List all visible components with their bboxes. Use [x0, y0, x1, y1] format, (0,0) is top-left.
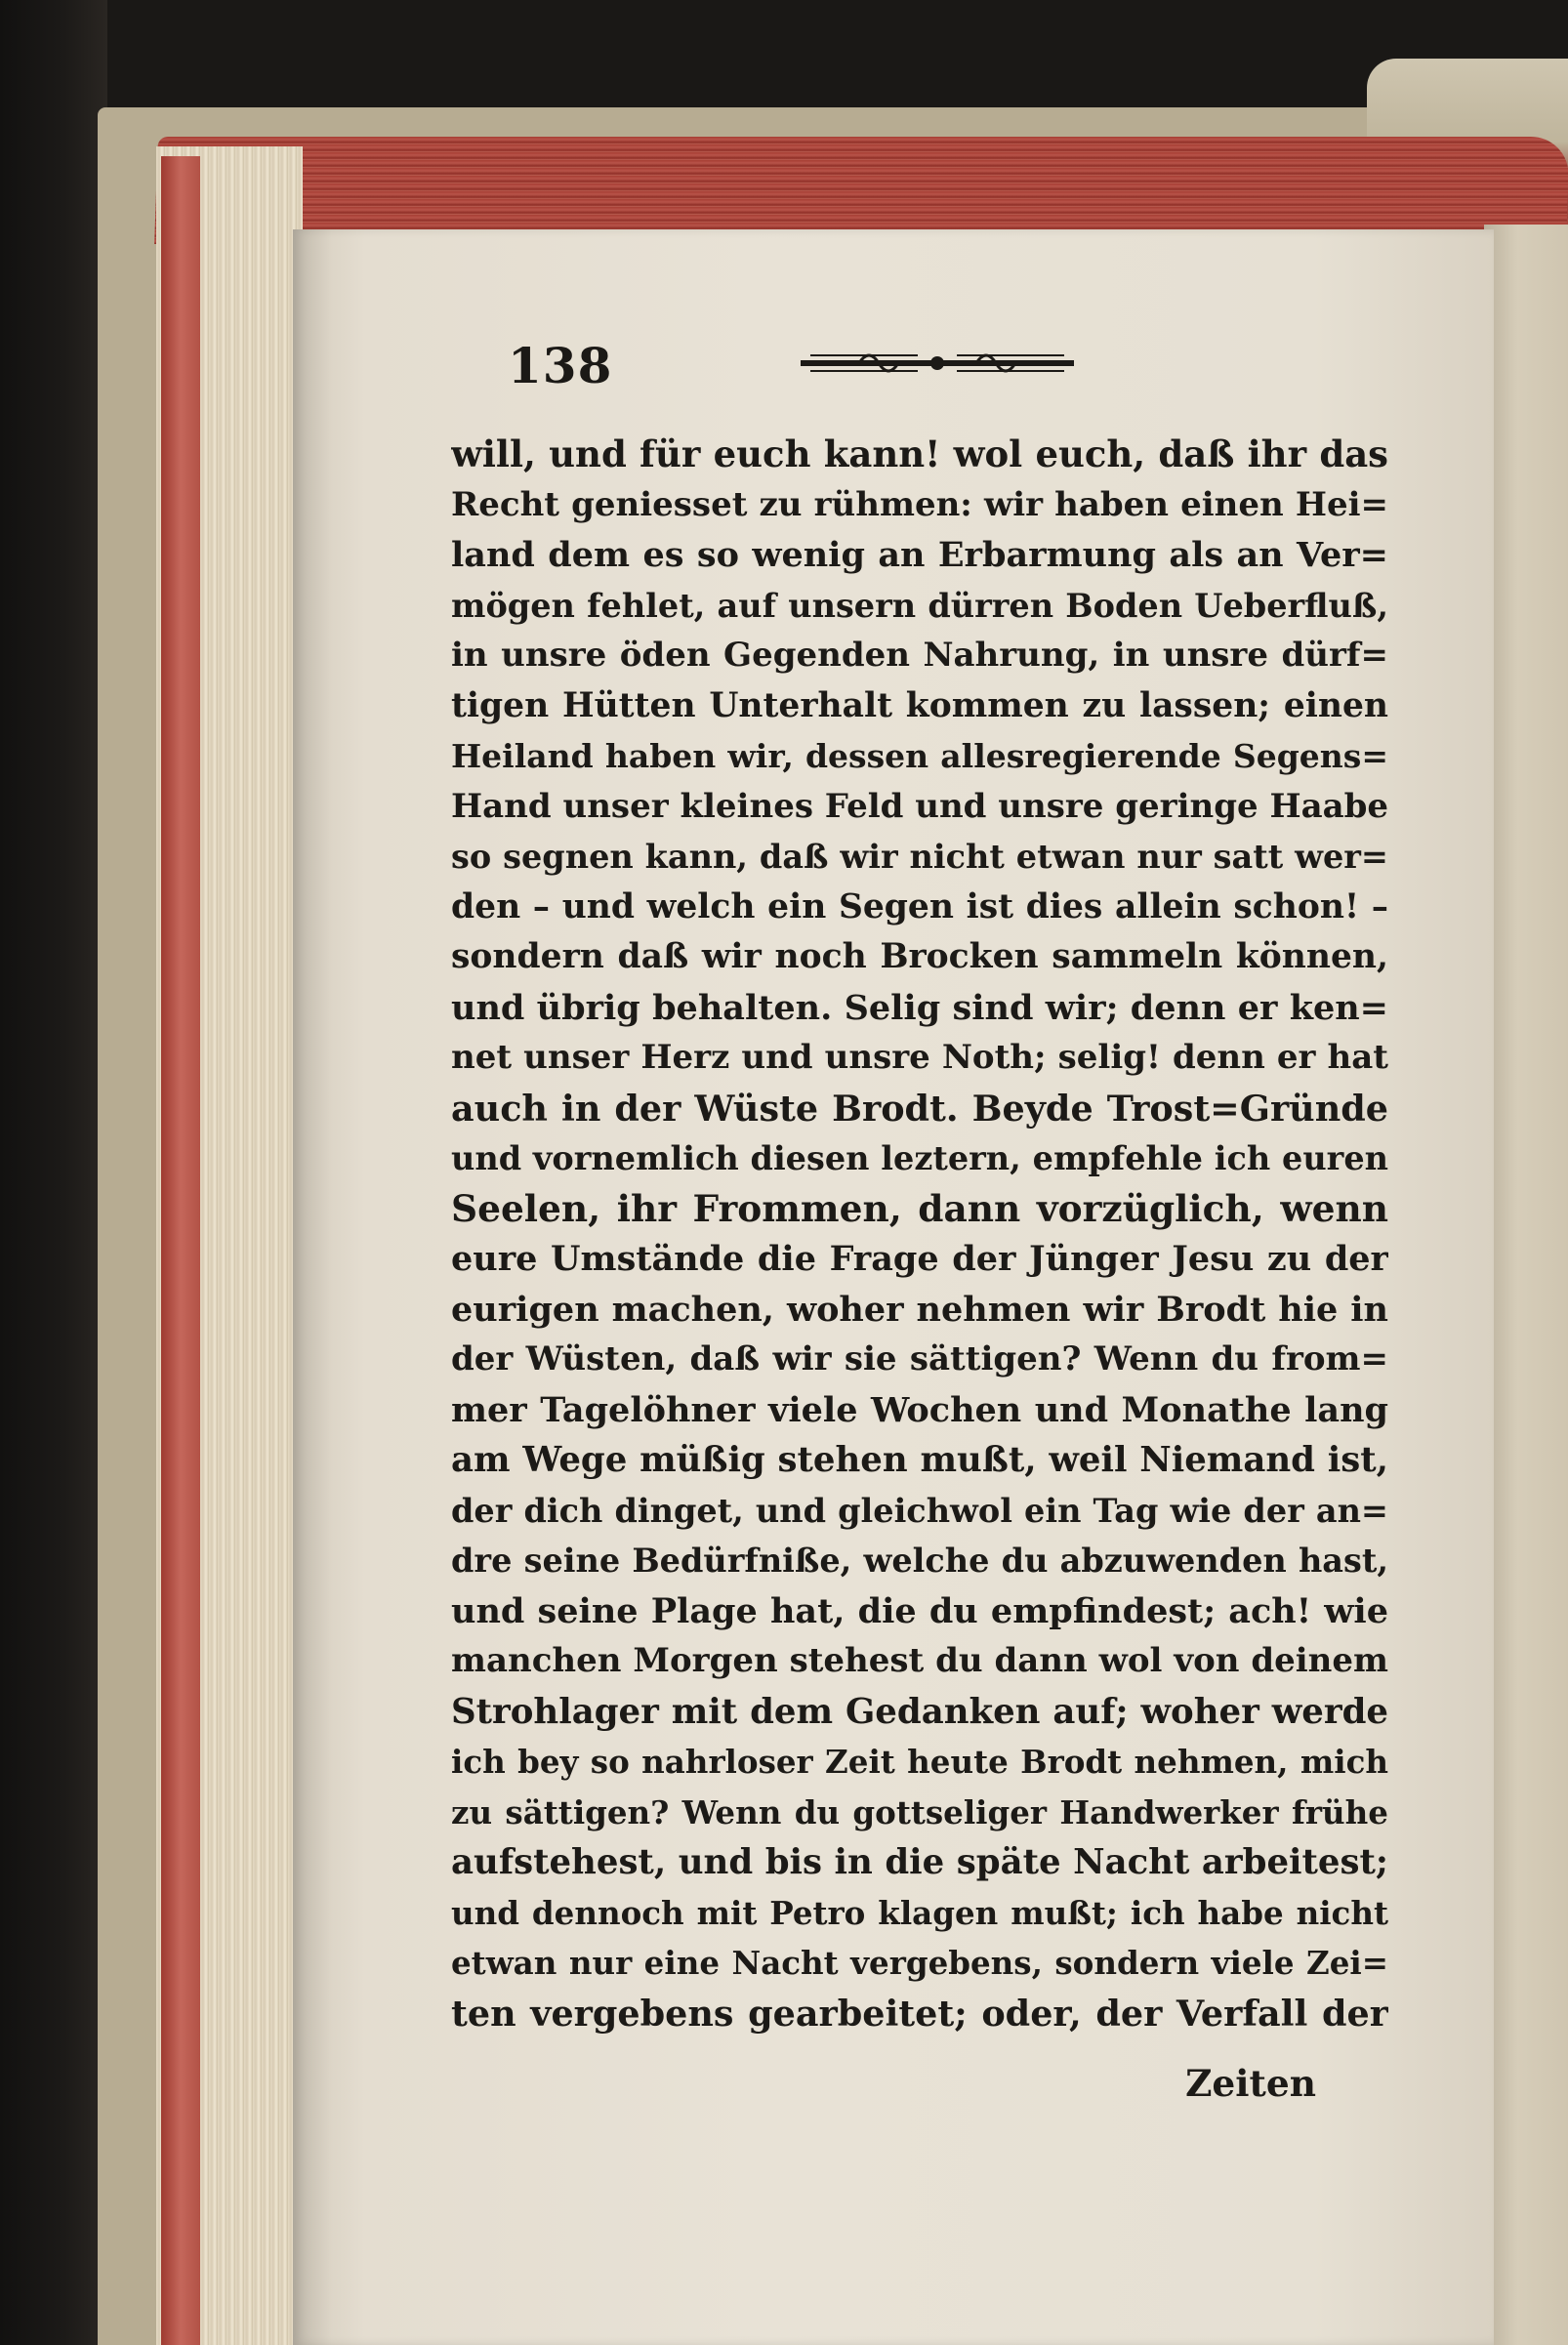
facing-page-edge — [1484, 225, 1568, 2345]
text-line: net unser Herz und unsre Noth; selig! denn er hat — [451, 1038, 1388, 1077]
text-line: manchen Morgen stehest du dann wol von deinem — [451, 1641, 1388, 1680]
text-line: ich bey so nahrloser Zeit heute Brodt nehmen, mich — [451, 1743, 1388, 1781]
body-text — [451, 430, 1388, 2038]
text-line: sondern daß wir noch Brocken sammeln können, — [451, 937, 1388, 976]
dark-background — [0, 0, 107, 2345]
catchword: Zeiten — [1185, 2062, 1316, 2105]
text-line: der Wüsten, daß wir sie sättigen? Wenn du from= — [451, 1339, 1388, 1378]
text-line: Hand unser kleines Feld und unsre geringe Haabe — [451, 786, 1388, 826]
text-line: Heiland haben wir, dessen allesregierende Segens= — [451, 737, 1388, 775]
gutter-shadow — [293, 229, 332, 2345]
text-line: etwan nur eine Nacht vergebens, sondern viele Zei= — [451, 1944, 1388, 1982]
red-page-edge — [161, 156, 200, 2345]
text-line: land dem es so wenig an Erbarmung als an Ver= — [451, 535, 1388, 575]
text-line: will, und für euch kann! wol euch, daß ihr das — [451, 432, 1388, 475]
text-line: eurigen machen, woher nehmen wir Brodt hie in — [451, 1289, 1388, 1330]
text-line: Recht geniesset zu rühmen: wir haben einen Hei= — [451, 484, 1388, 524]
text-line: und dennoch mit Petro klagen mußt; ich habe nicht — [451, 1893, 1388, 1932]
text-line: und seine Plage hat, die du empfindest; ach! wie — [451, 1590, 1388, 1631]
text-line: den – und welch ein Segen ist dies allein schon! – — [451, 886, 1388, 926]
text-line: und übrig behalten. Selig sind wir; denn er ken= — [451, 987, 1388, 1028]
top-page-edges — [154, 137, 1568, 244]
text-line: und vornemlich diesen leztern, empfehle ich euren — [451, 1139, 1388, 1177]
text-line: mögen fehlet, auf unsern dürren Boden Ueberfluß, — [451, 586, 1388, 625]
text-line: zu sättigen? Wenn du gottseliger Handwerker frühe — [451, 1792, 1388, 1831]
page-number: 138 — [508, 337, 613, 394]
text-line: tigen Hütten Unterhalt kommen zu lassen; einen — [451, 685, 1388, 725]
text-line: aufstehest, und bis in die späte Nacht arbeitest; — [451, 1842, 1388, 1882]
text-line: auch in der Wüste Brodt. Beyde Trost=Gründe — [451, 1087, 1388, 1130]
text-line: in unsre öden Gegenden Nahrung, in unsre dürf= — [451, 636, 1388, 675]
text-line: eure Umstände die Frage der Jünger Jesu zu der — [451, 1239, 1388, 1279]
text-line: so segnen kann, daß wir nicht etwan nur satt wer= — [451, 838, 1388, 876]
text-line: ten vergebens gearbeitet; oder, der Verfall der — [451, 1992, 1388, 2035]
text-line: am Wege müßig stehen mußt, weil Niemand ist, — [451, 1440, 1388, 1480]
header-ornament-icon — [801, 344, 1074, 383]
text-line: dre seine Bedürfniße, welche du abzuwenden hast, — [451, 1542, 1388, 1580]
text-line: Strohlager mit dem Gedanken auf; woher werde — [451, 1691, 1388, 1732]
text-line: der dich dinget, und gleichwol ein Tag wie der an= — [451, 1491, 1388, 1530]
text-line: mer Tagelöhner viele Wochen und Monathe lang — [451, 1389, 1388, 1430]
text-line: Seelen, ihr Frommen, dann vorzüglich, wenn — [451, 1186, 1388, 1230]
